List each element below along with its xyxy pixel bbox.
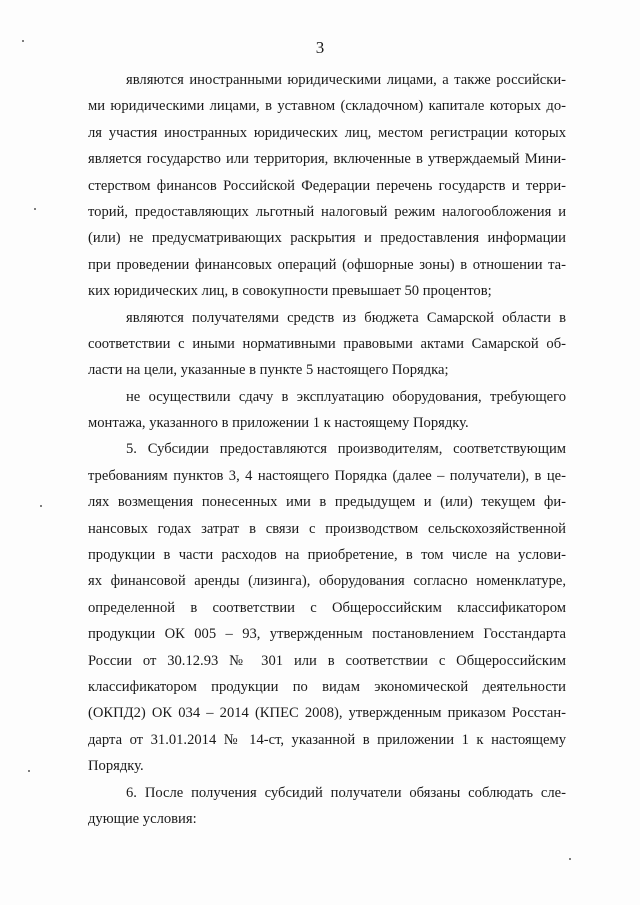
text-line: торий, предоставляющих льготный налоговый режим налогообложения и xyxy=(88,203,566,220)
page-number: 3 xyxy=(315,38,325,57)
text-line: 6. После получения субсидий получатели обязаны соблюдать сле- xyxy=(126,784,566,801)
text-line: продукции ОК 005 – 93, утвержденным постановлением Госстандарта xyxy=(88,626,566,643)
text-line: (или) не предусматривающих раскрытия и предоставления информации xyxy=(88,230,566,247)
scan-speck xyxy=(569,858,571,860)
text-line: ласти на цели, указанные в пункте 5 настоящего Порядка; xyxy=(88,362,449,379)
text-line: (ОКПД2) ОК 034 – 2014 (КПЕС 2008), утвержденным приказом Росстан- xyxy=(88,705,566,722)
text-line: нансовых годах затрат в связи с производством сельскохозяйственной xyxy=(88,520,566,537)
paragraph xyxy=(88,67,566,305)
text-line: дующие условия: xyxy=(88,810,197,827)
text-line: соответствии с иными нормативными правовыми актами Самарской об- xyxy=(88,335,566,352)
text-line: являются получателями средств из бюджета Самарской области в xyxy=(126,309,566,326)
text-line: ях финансовой аренды (лизинга), оборудования согласно номенклатуре, xyxy=(88,573,566,590)
paragraph xyxy=(88,436,566,779)
scan-speck xyxy=(40,505,42,507)
paragraph xyxy=(88,780,566,833)
text-line: классификатором продукции по видам экономической деятельности xyxy=(88,678,566,695)
text-line: является государство или территория, включенные в утверждаемый Мини- xyxy=(88,151,566,168)
paragraph xyxy=(88,384,566,437)
scan-speck xyxy=(28,770,30,772)
text-line: монтажа, указанного в приложении 1 к настоящему Порядку. xyxy=(88,415,469,432)
scan-speck xyxy=(34,208,36,210)
paragraph xyxy=(88,305,566,384)
text-line: стерством финансов Российской Федерации перечень государств и терри- xyxy=(88,177,566,194)
text-line: являются иностранными юридическими лицами, а также российски- xyxy=(126,72,566,88)
scan-speck xyxy=(22,40,24,42)
text-line: определенной в соответствии с Общероссийским классификатором xyxy=(88,599,566,616)
text-line: 5. Субсидии предоставляются производителям, соответствующим xyxy=(126,441,566,458)
text-line: ля участия иностранных юридических лиц, местом регистрации которых xyxy=(88,124,566,141)
text-line: лях возмещения понесенных ими в предыдущем и (или) текущем фи- xyxy=(88,494,566,511)
text-line: России от 30.12.93 № 301 или в соответствии с Общероссийским xyxy=(88,652,566,669)
text-line: Порядку. xyxy=(88,758,144,775)
text-line: ких юридических лиц, в совокупности превышает 50 процентов; xyxy=(88,283,492,300)
text-line: требованиям пунктов 3, 4 настоящего Порядка (далее – получатели), в це- xyxy=(88,467,566,484)
text-line: продукции в части расходов на приобретение, в том числе на услови- xyxy=(88,547,566,564)
text-line: не осуществили сдачу в эксплуатацию оборудования, требующего xyxy=(126,388,566,405)
text-line: дарта от 31.01.2014 № 14-ст, указанной в приложении 1 к настоящему xyxy=(88,731,566,748)
document-body xyxy=(88,67,566,832)
text-line: при проведении финансовых операций (офшорные зоны) в отношении та- xyxy=(88,256,566,273)
text-line: ми юридическими лицами, в уставном (складочном) капитале которых до- xyxy=(88,98,566,115)
